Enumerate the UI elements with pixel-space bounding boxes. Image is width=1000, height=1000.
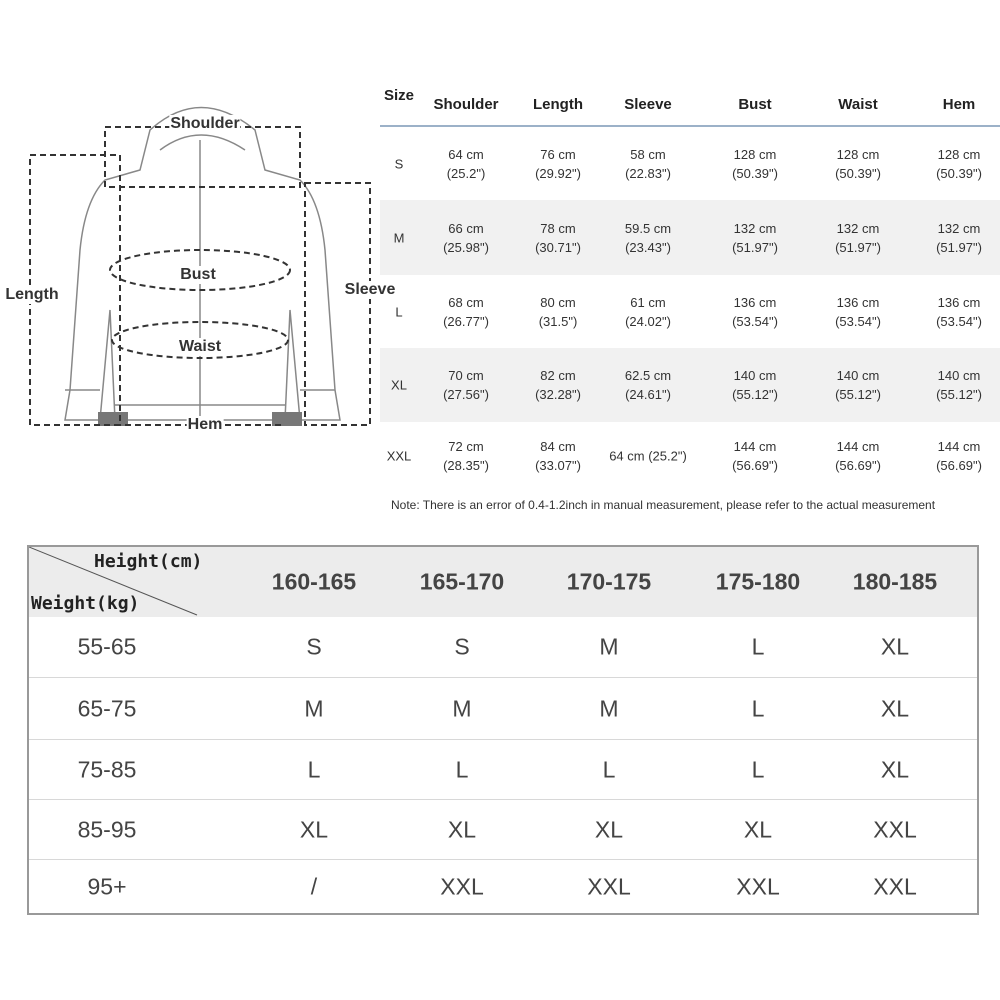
size-cell: XXL [873,873,917,900]
cm-value: 72 cm [448,439,484,454]
height-range-header: 180-185 [852,568,938,595]
cm-value: 128 cm [733,146,777,162]
weight-range-cell: 95+ [87,873,127,900]
inch-value: (50.39") [835,165,881,181]
size-cell: XL [880,756,910,783]
cm-value: 144 cm [733,439,777,454]
cm-value: 128 cm [836,146,880,162]
measurement-cell [835,219,881,257]
size-cell: M [393,230,405,245]
cm-value: 64 cm (25.2") [609,448,687,464]
cm-value: 140 cm [836,368,880,383]
inch-value: (23.43") [625,239,671,255]
inch-value: (24.02") [625,313,671,329]
header-shoulder: Shoulder [433,96,499,113]
size-cell: S [454,633,470,660]
sleeve-label: Sleeve [344,281,396,298]
size-cell: L [751,695,765,722]
cm-value: 59.5 cm [624,220,672,236]
table-row [380,348,1000,422]
inch-value: (50.39") [936,165,982,181]
cm-value: 58 cm [630,146,666,162]
measurement-cell [936,219,982,257]
header-hem: Hem [942,96,976,113]
size-recommendation-table [27,545,979,915]
measurement-cell [835,366,881,404]
measurement-cell [625,366,671,404]
measurement-cell [625,293,671,331]
length-label: Length [5,286,59,303]
measurement-cell [936,437,982,475]
inch-value: (30.71") [535,239,581,255]
cm-value: 132 cm [733,220,777,236]
size-cell: XL [391,377,407,393]
inch-value: (32.28") [535,387,581,402]
measurement-cell [835,293,881,331]
measurement-cell [535,366,581,404]
inch-value: (51.97") [936,239,982,255]
cm-value: 84 cm [540,439,576,454]
table-row [380,422,1000,490]
size-cell: / [310,873,318,900]
table-header-row [29,547,977,617]
header-bust: Bust [738,96,772,113]
cm-value: 140 cm [937,368,981,383]
size-cell: XXL [736,873,780,900]
inch-value: (53.54") [732,313,778,329]
size-cell: XXL [440,873,484,900]
cm-value: 144 cm [836,439,880,454]
size-cell: S [306,633,322,660]
hem-label: Hem [187,416,223,433]
weight-range-cell: 85-95 [77,816,137,843]
measurement-cell [732,145,778,183]
weight-range-cell: 65-75 [77,695,137,722]
measurement-cell [443,293,489,331]
cm-value: 132 cm [836,220,880,236]
height-range-header: 175-180 [715,568,801,595]
cm-value: 68 cm [448,294,484,310]
inch-value: (27.56") [443,387,489,402]
height-range-header: 165-170 [419,568,505,595]
inch-value: (26.77") [443,313,489,329]
size-cell: M [304,695,324,722]
cm-value: 136 cm [937,294,981,310]
cm-value: 82 cm [540,368,576,383]
table-row [380,127,1000,200]
measurement-cell [625,145,671,183]
size-cell: XXL [873,816,917,843]
cm-value: 136 cm [733,294,777,310]
size-cell: XXL [386,448,412,464]
table-row [29,677,977,740]
inch-value: (25.2") [446,165,486,181]
size-cell: L [751,633,765,660]
measurement-cell [835,437,881,475]
inch-value: (28.35") [443,458,489,473]
inch-value: (51.97") [732,239,778,255]
inch-value: (25.98") [443,239,489,255]
inch-value: (29.92") [535,165,581,181]
measurement-cell [443,219,489,257]
size-cell: XL [880,633,910,660]
size-cell: M [599,695,619,722]
inch-value: (56.69") [936,458,982,473]
measurement-cell [835,145,881,183]
cm-value: 61 cm [630,294,666,310]
inch-value: (22.83") [625,165,671,181]
size-cell: L [395,304,403,319]
cm-value: 128 cm [937,146,981,162]
header-waist: Waist [838,96,878,113]
height-range-header: 160-165 [271,568,357,595]
cm-value: 66 cm [448,220,484,236]
measurement-cell [936,293,982,331]
bust-label: Bust [180,266,216,283]
inch-value: (53.54") [936,313,982,329]
table-row [29,739,977,800]
measurement-cell [535,437,581,475]
measurement-cell [443,366,489,404]
size-cell: XL [880,695,910,722]
measurement-note: Note: There is an error of 0.4-1.2inch in manual measurement, please refer to the actual measurement [391,498,936,512]
size-cell: L [602,756,616,783]
measurement-cell [625,219,671,257]
measurement-cell [535,219,581,257]
weight-corner-label: Weight(kg) [31,593,140,614]
size-cell: XL [743,816,773,843]
table-row [380,275,1000,348]
size-cell: L [307,756,321,783]
measurement-cell [609,447,687,466]
cm-value: 132 cm [937,220,981,236]
measurement-cell [936,366,982,404]
measurement-cell [732,366,778,404]
measurement-cell [535,145,581,183]
size-cell: M [599,633,619,660]
height-range-header: 170-175 [566,568,652,595]
cm-value: 140 cm [733,368,777,383]
waist-label: Waist [178,338,222,355]
cm-value: 80 cm [540,294,576,310]
cm-value: 78 cm [540,220,576,236]
weight-range-cell: 75-85 [77,756,137,783]
cm-value: 76 cm [540,146,576,162]
header-length: Length [533,96,583,113]
size-cell: L [751,756,765,783]
table-row [380,200,1000,275]
cm-value: 64 cm [448,146,484,162]
size-cell: M [452,695,472,722]
measurement-cell [443,437,489,475]
size-cell: XL [594,816,624,843]
cm-value: 136 cm [836,294,880,310]
inch-value: (56.69") [732,458,778,473]
inch-value: (55.12") [936,387,982,402]
measurement-cell [539,293,578,331]
inch-value: (31.5") [538,313,578,329]
height-corner-label: Height(cm) [94,551,203,572]
measurement-cell [447,145,486,183]
measurement-cell [732,219,778,257]
inch-value: (51.97") [835,239,881,255]
weight-range-cell: 55-65 [77,633,137,660]
size-cell: XXL [587,873,631,900]
cm-value: 62.5 cm [624,368,672,383]
measurement-cell [936,145,982,183]
table-row [29,617,977,677]
table-row [29,859,977,914]
inch-value: (33.07") [535,458,581,473]
table-row [29,799,977,860]
header-size: Size [383,87,415,104]
size-cell: XL [299,816,329,843]
header-sleeve: Sleeve [624,96,672,113]
cm-value: 70 cm [448,368,484,383]
inch-value: (50.39") [732,165,778,181]
cm-value: 144 cm [937,439,981,454]
size-cell: XL [447,816,477,843]
inch-value: (53.54") [835,313,881,329]
shoulder-label: Shoulder [170,115,240,132]
inch-value: (55.12") [732,387,778,402]
measurement-cell [732,293,778,331]
inch-value: (24.61") [625,387,671,402]
inch-value: (55.12") [835,387,881,402]
inch-value: (56.69") [835,458,881,473]
measurement-cell [732,437,778,475]
size-cell: S [394,156,404,171]
size-cell: L [455,756,469,783]
